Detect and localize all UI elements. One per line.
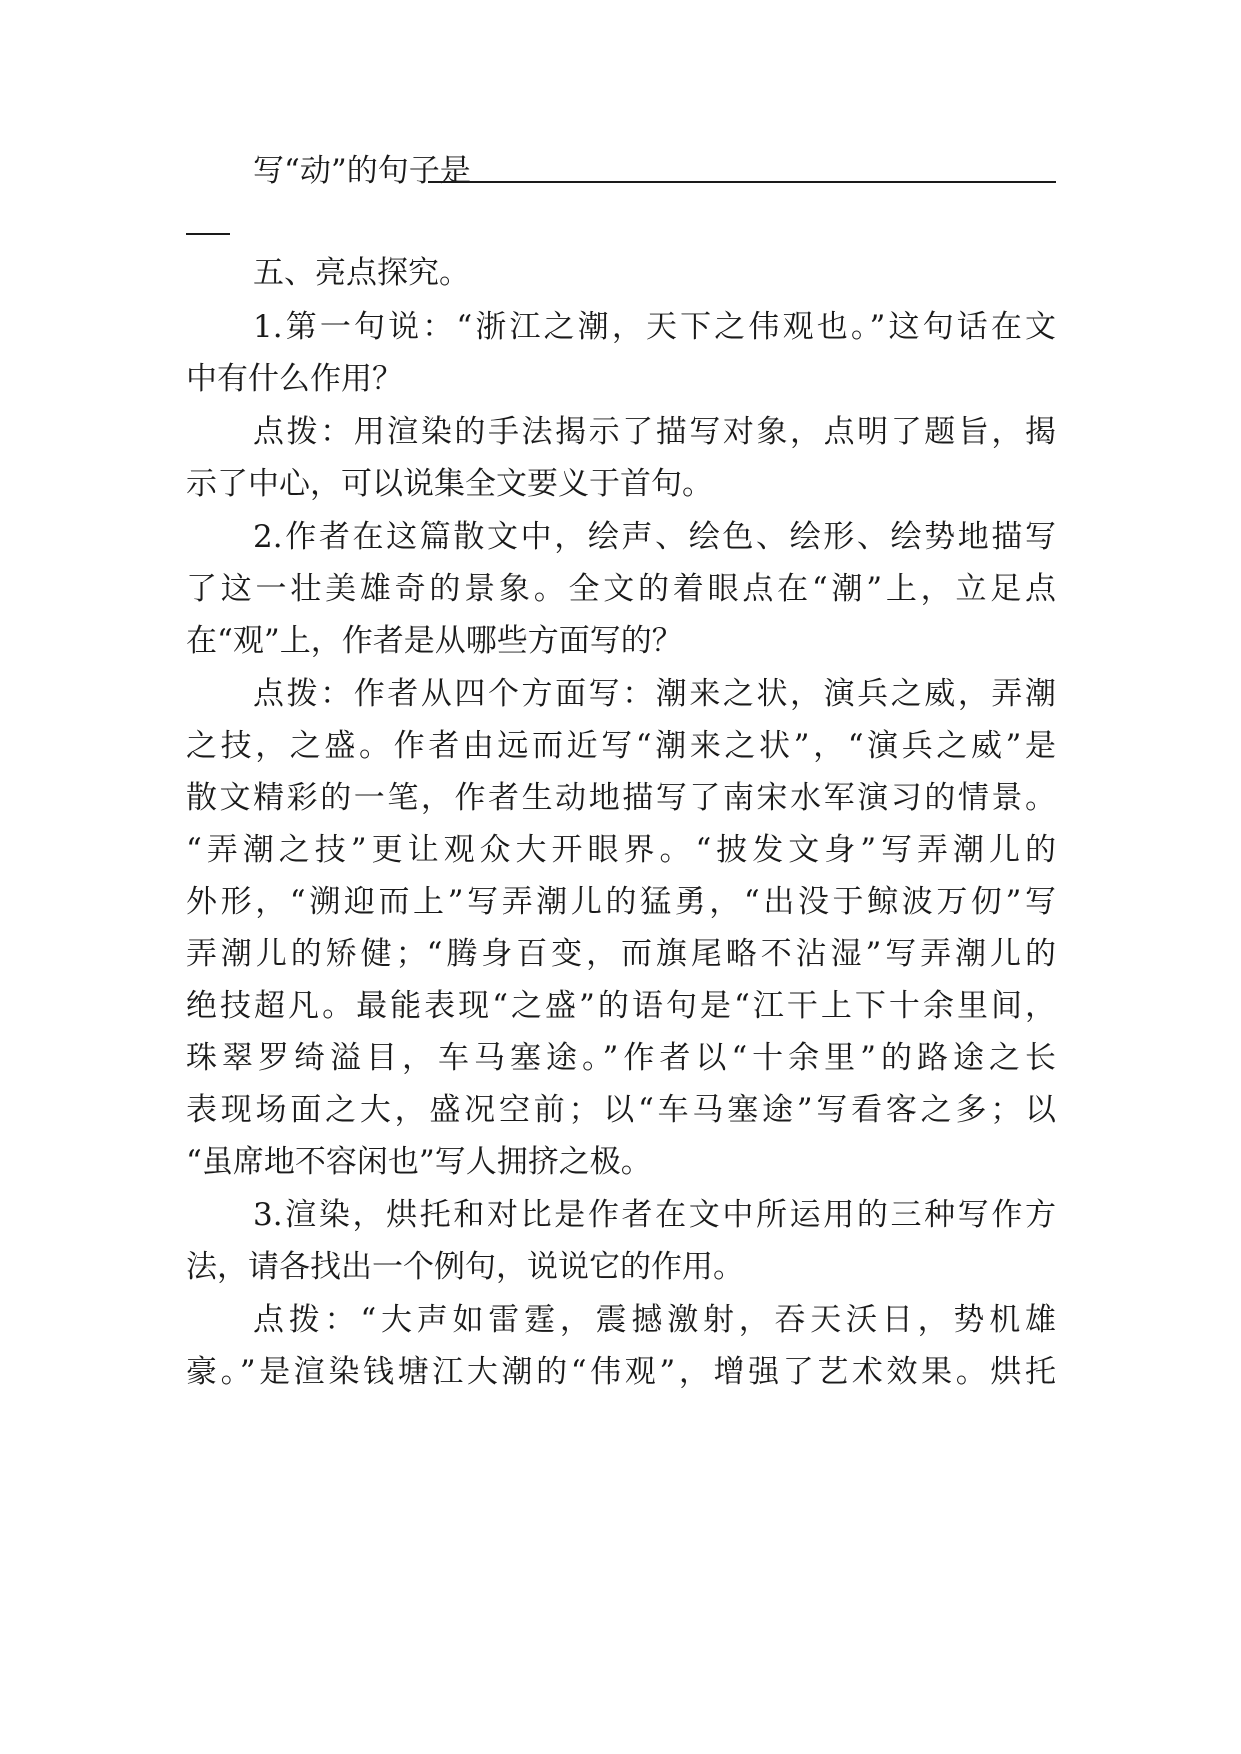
question-2-line-2: 了这一壮美雄奇的景象。全文的着眼点在“潮”上，立足点 <box>186 571 1056 607</box>
answer-2-line-9: 表现场面之大，盛况空前；以“车马塞途”写看客之多；以 <box>186 1092 1056 1128</box>
answer-blank-line <box>428 181 1056 183</box>
answer-2-line-5: 外形，“溯迎而上”写弄潮儿的猛勇，“出没于鲸波万仞”写 <box>186 884 1056 920</box>
answer-2-line-7: 绝技超凡。最能表现“之盛”的语句是“江干上下十余里间， <box>186 988 1056 1024</box>
answer-2-line-3: 散文精彩的一笔，作者生动地描写了南宋水军演习的情景。 <box>186 780 1056 816</box>
answer-blank-line-continued <box>186 233 230 235</box>
answer-2-line-10: “虽席地不容闲也”写人拥挤之极。 <box>186 1144 652 1180</box>
section-heading: 五、亮点探究。 <box>253 255 470 291</box>
fill-in-prompt: 写“动”的句子是 <box>253 153 471 189</box>
answer-1-line-2: 示了中心，可以说集全文要义于首句。 <box>186 466 713 502</box>
answer-3-line-1: 点拨：“大声如雷霆，震撼激射，吞天沃日，势机雄 <box>253 1302 1056 1338</box>
question-1-line-2: 中有什么作用？ <box>186 361 403 397</box>
question-3-line-2: 法，请各找出一个例句，说说它的作用。 <box>186 1249 744 1285</box>
question-2-line-3: 在“观”上，作者是从哪些方面写的？ <box>186 623 683 659</box>
answer-1-line-1: 点拨：用渲染的手法揭示了描写对象，点明了题旨，揭 <box>253 414 1056 450</box>
answer-3-line-2: 豪。”是渲染钱塘江大潮的“伟观”，增强了艺术效果。烘托 <box>186 1354 1056 1390</box>
answer-2-line-6: 弄潮儿的矫健；“腾身百变，而旗尾略不沾湿”写弄潮儿的 <box>186 936 1056 972</box>
answer-2-line-2: 之技，之盛。作者由远而近写“潮来之状”，“演兵之威”是 <box>186 728 1056 764</box>
question-2-line-1: 2.作者在这篇散文中，绘声、绘色、绘形、绘势地描写 <box>253 519 1056 555</box>
question-1-line-1: 1.第一句说：“浙江之潮，天下之伟观也。”这句话在文 <box>253 309 1056 345</box>
answer-2-line-8: 珠翠罗绮溢目，车马塞途。”作者以“十余里”的路途之长 <box>186 1040 1056 1076</box>
question-3-line-1: 3.渲染，烘托和对比是作者在文中所运用的三种写作方 <box>253 1197 1056 1233</box>
answer-2-line-4: “弄潮之技”更让观众大开眼界。“披发文身”写弄潮儿的 <box>186 832 1056 868</box>
answer-2-line-1: 点拨：作者从四个方面写：潮来之状，演兵之威，弄潮 <box>253 676 1056 712</box>
